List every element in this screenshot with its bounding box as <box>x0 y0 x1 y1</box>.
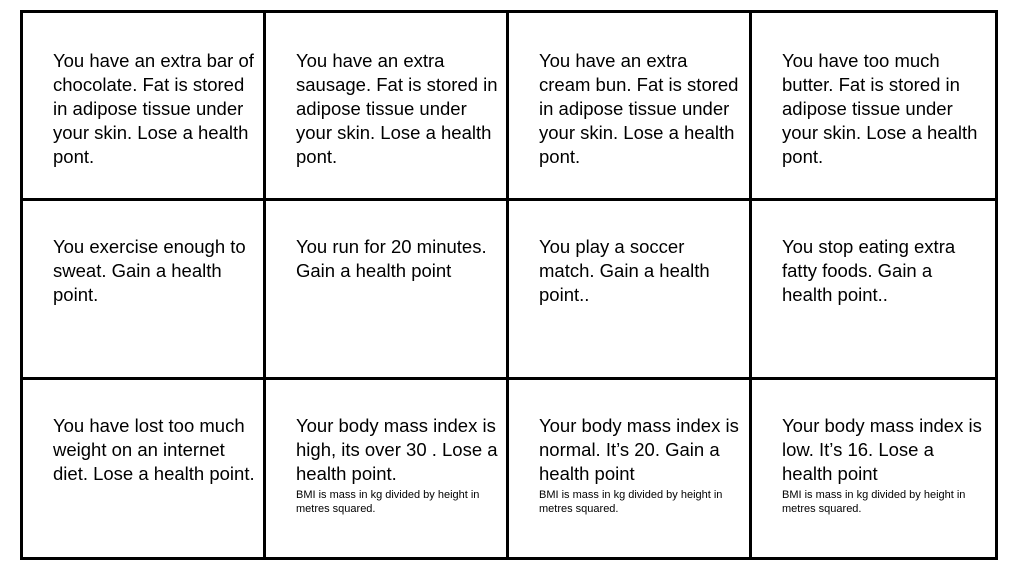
card-bmi-low <box>752 380 995 557</box>
bmi-note: BMI is mass in kg divided by height in metres squared. <box>296 489 480 515</box>
card-grid <box>20 10 998 560</box>
card-run-20-minutes <box>266 201 509 380</box>
card-text: You have lost too much weight on an internet diet. Lose a health point. <box>53 415 255 484</box>
bmi-note: BMI is mass in kg divided by height in metres squared. <box>539 489 723 515</box>
card-text: Your body mass index is low. It’s 16. Lose a health point <box>782 415 982 484</box>
card-text: You have an extra cream bun. Fat is stored in adipose tissue under your skin. Lose a health pont. <box>539 50 739 167</box>
card-text: You stop eating extra fatty foods. Gain a health point.. <box>782 236 956 305</box>
card-text: You have an extra bar of chocolate. Fat is stored in adipose tissue under your skin. Lose a health pont. <box>53 50 254 167</box>
card-text: You exercise enough to sweat. Gain a health point. <box>53 236 246 305</box>
card-extra-chocolate <box>23 13 266 201</box>
card-text: Your body mass index is high, its over 30 . Lose a health point. <box>296 415 498 484</box>
card-text: You have an extra sausage. Fat is stored in adipose tissue under your skin. Lose a health pont. <box>296 50 498 167</box>
card-stop-fatty-foods <box>752 201 995 380</box>
card-exercise-sweat <box>23 201 266 380</box>
card-extra-cream-bun <box>509 13 752 201</box>
card-text: You play a soccer match. Gain a health point.. <box>539 236 710 305</box>
card-internet-diet <box>23 380 266 557</box>
card-bmi-normal <box>509 380 752 557</box>
card-text: Your body mass index is normal. It’s 20. Gain a health point <box>539 415 739 484</box>
card-soccer-match <box>509 201 752 380</box>
card-bmi-high <box>266 380 509 557</box>
card-text: You have too much butter. Fat is stored in adipose tissue under your skin. Lose a health pont. <box>782 50 978 167</box>
bmi-note: BMI is mass in kg divided by height in metres squared. <box>782 489 966 515</box>
card-too-much-butter <box>752 13 995 201</box>
card-extra-sausage <box>266 13 509 201</box>
card-text: You run for 20 minutes. Gain a health point <box>296 236 487 281</box>
